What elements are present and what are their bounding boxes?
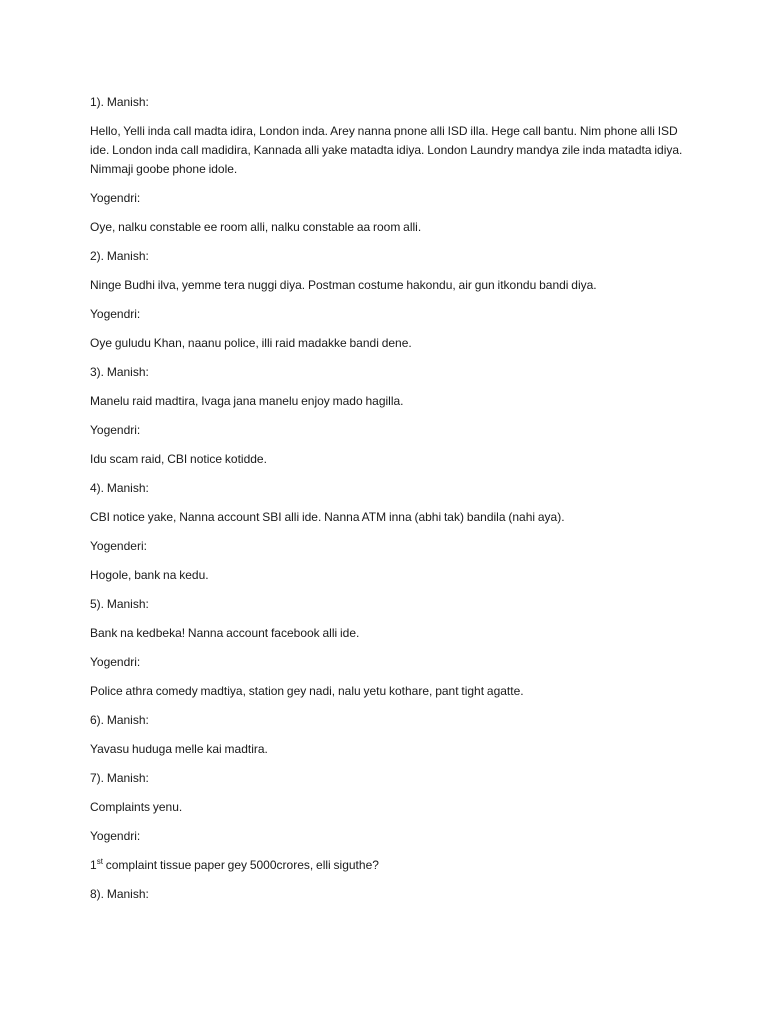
dialogue-line: Oye guludu Khan, naanu police, illi raid madakke bandi dene. (90, 336, 412, 350)
dialogue-line: Ninge Budhi ilva, yemme tera nuggi diya. Postman costume hakondu, air gun itkondu bandi diya. (90, 278, 597, 292)
heading-manish-7: 7). Manish: (90, 771, 149, 785)
dialogue-line: Hogole, bank na kedu. (90, 568, 209, 582)
dialogue-line: Yavasu huduga melle kai madtira. (90, 742, 268, 756)
heading-yogendri: Yogendri: (90, 307, 141, 321)
heading-manish-2: 2). Manish: (90, 249, 149, 263)
heading-manish-6: 6). Manish: (90, 713, 149, 727)
heading-manish-3: 3). Manish: (90, 365, 149, 379)
dialogue-line (90, 856, 690, 875)
dialogue-line: Bank na kedbeka! Nanna account facebook alli ide. (90, 626, 360, 640)
heading-yogendri: Yogendri: (90, 191, 141, 205)
dialogue-text: complaint tissue paper gey 5000crores, elli siguthe? (102, 858, 379, 872)
heading-yogendri: Yogendri: (90, 829, 141, 843)
ordinal-suffix: st (96, 857, 103, 866)
dialogue-line: Oye, nalku constable ee room alli, nalku constable aa room alli. (90, 220, 422, 234)
heading-manish-8: 8). Manish: (90, 887, 149, 901)
heading-manish-1: 1). Manish: (90, 95, 149, 109)
dialogue-line: CBI notice yake, Nanna account SBI alli ide. Nanna ATM inna (abhi tak) bandila (nahi aya). (90, 510, 565, 524)
dialogue-line: Complaints yenu. (90, 800, 183, 814)
heading-manish-4: 4). Manish: (90, 481, 149, 495)
dialogue-line: Idu scam raid, CBI notice kotidde. (90, 452, 267, 466)
heading-manish-5: 5). Manish: (90, 597, 149, 611)
document-page (90, 93, 690, 914)
dialogue-line: Manelu raid madtira, Ivaga jana manelu enjoy mado hagilla. (90, 394, 404, 408)
heading-yogendri: Yogendri: (90, 655, 141, 669)
dialogue-line: Hello, Yelli inda call madta idira, London inda. Arey nanna pnone alli ISD illa. Hege call bantu. Nim phone alli ISD ide. London inda call madidira, Kannada alli yake matadta idiya. London Laundry mandya zile inda matadta idiya. Nimmaji goobe phone idole. (90, 124, 683, 176)
heading-yogenderi: Yogenderi: (90, 539, 147, 553)
ordinal-number: 1 (90, 858, 97, 872)
heading-yogendri: Yogendri: (90, 423, 141, 437)
dialogue-line: Police athra comedy madtiya, station gey nadi, nalu yetu kothare, pant tight agatte. (90, 684, 524, 698)
